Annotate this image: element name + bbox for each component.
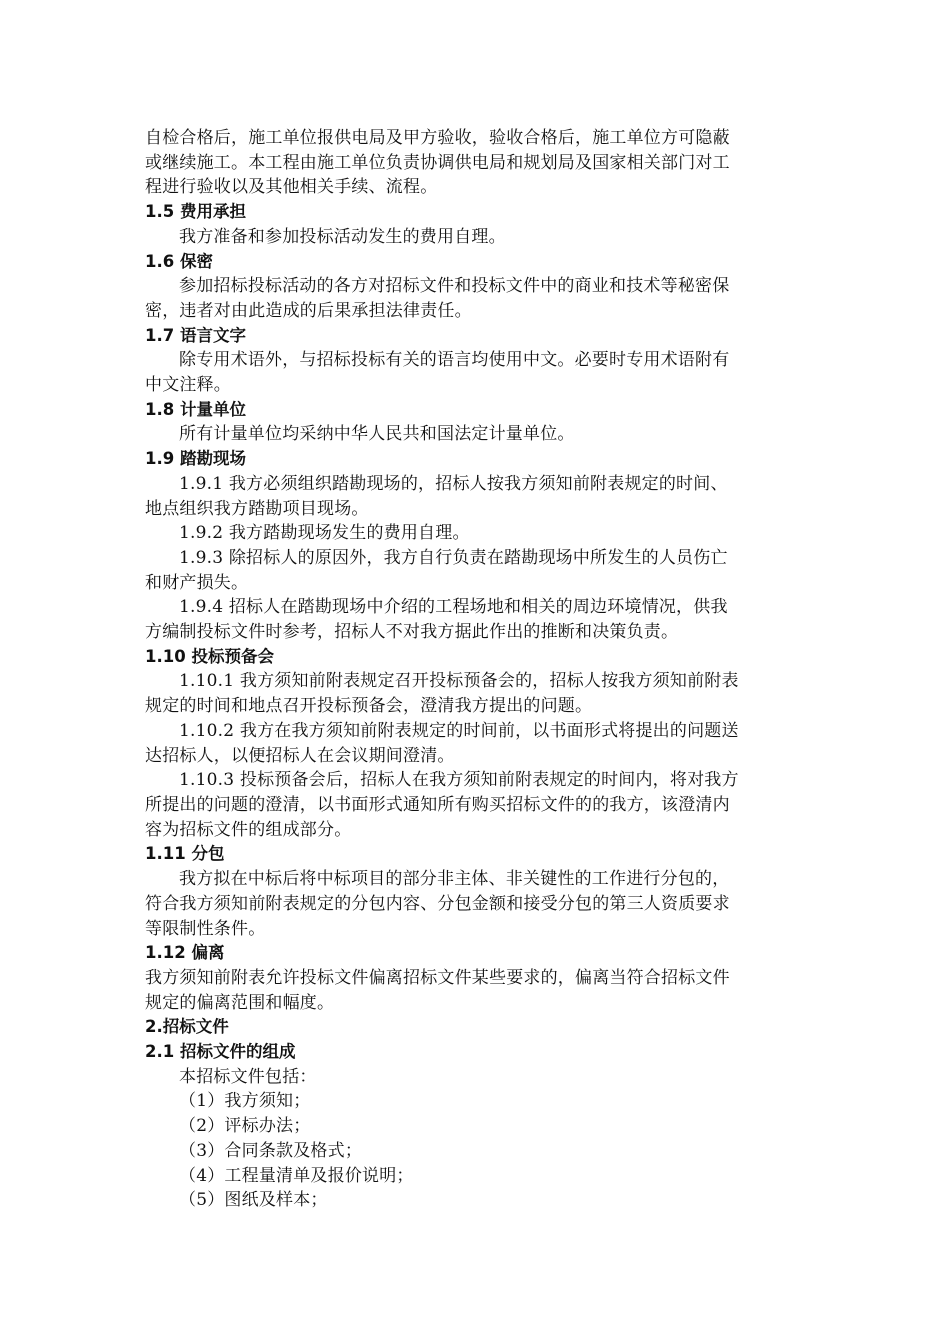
document-body: [145, 126, 810, 1213]
section-heading: 1.12 偏离: [145, 943, 225, 963]
list-item: （1）我方须知；: [179, 1091, 311, 1112]
section-heading: 1.10 投标预备会: [145, 646, 274, 666]
text-line: 容为招标文件的组成部分。: [145, 819, 352, 840]
text-line: 规定的偏离范围和幅度。: [145, 992, 335, 1013]
text-line: 和财产损失。: [145, 572, 249, 593]
text-line: 方编制投标文件时参考，招标人不对我方据此作出的推断和决策负责。: [145, 622, 679, 643]
text-line: 1.9.4 招标人在踏勘现场中介绍的工程场地和相关的周边环境情况，供我: [179, 597, 728, 618]
intro-paragraph: [145, 126, 810, 200]
text-line: 1.10.1 我方须知前附表规定召开投标预备会的，招标人按我方须知前附表: [179, 671, 739, 692]
text-line: 所有计量单位均采纳中华人民共和国法定计量单位。: [179, 424, 575, 445]
text-line: 1.9.1 我方必须组织踏勘现场的，招标人按我方须知前附表规定的时间、: [179, 473, 728, 494]
text-line: 等限制性条件。: [145, 918, 266, 939]
text-line: 本招标文件包括：: [179, 1066, 317, 1087]
section-1-12: [145, 941, 810, 1015]
text-line: 1.9.2 我方踏勘现场发生的费用自理。: [179, 523, 470, 544]
text-line: 或继续施工。本工程由施工单位负责协调供电局和规划局及国家相关部门对工: [145, 152, 730, 173]
list-item: （3）合同条款及格式；: [179, 1140, 363, 1161]
text-line: 密，违者对由此造成的后果承担法律责任。: [145, 300, 472, 321]
section-1-10: [145, 645, 810, 843]
text-line: 符合我方须知前附表规定的分包内容、分包金额和接受分包的第三人资质要求: [145, 893, 730, 914]
section-1-11: [145, 842, 810, 941]
section-1-8: [145, 398, 810, 447]
section-1-7: [145, 324, 810, 398]
list-item: （5）图纸及样本；: [179, 1190, 328, 1211]
section-heading: 2.招标文件: [145, 1017, 229, 1037]
section-2: [145, 1015, 810, 1040]
section-heading: 1.7 语言文字: [145, 325, 246, 345]
section-1-5: [145, 200, 810, 249]
section-heading: 1.8 计量单位: [145, 399, 246, 419]
text-line: 中文注释。: [145, 375, 231, 396]
text-line: 自检合格后，施工单位报供电局及甲方验收，验收合格后，施工单位方可隐蔽: [145, 128, 730, 148]
text-line: 我方准备和参加投标活动发生的费用自理。: [179, 226, 506, 247]
list-item: （4）工程量清单及报价说明；: [179, 1165, 414, 1186]
text-line: 所提出的问题的澄清，以书面形式通知所有购买招标文件的的我方，该澄清内: [145, 794, 730, 815]
text-line: 我方须知前附表允许投标文件偏离招标文件某些要求的，偏离当符合招标文件: [145, 967, 730, 988]
section-heading: 2.1 招标文件的组成: [145, 1042, 296, 1062]
text-line: 1.10.3 投标预备会后，招标人在我方须知前附表规定的时间内，将对我方: [179, 770, 739, 791]
text-line: 1.10.2 我方在我方须知前附表规定的时间前，以书面形式将提出的问题送: [179, 720, 739, 741]
text-line: 达招标人，以便招标人在会议期间澄清。: [145, 745, 455, 766]
text-line: 1.9.3 除招标人的原因外，我方自行负责在踏勘现场中所发生的人员伤亡: [179, 547, 728, 568]
text-line: 我方拟在中标后将中标项目的部分非主体、非关键性的工作进行分包的，: [179, 869, 730, 890]
section-heading: 1.6 保密: [145, 251, 213, 271]
section-heading: 1.11 分包: [145, 844, 225, 864]
text-line: 参加招标投标活动的各方对招标文件和投标文件中的商业和技术等秘密保: [179, 276, 730, 297]
section-1-6: [145, 250, 810, 324]
text-line: 除专用术语外，与招标投标有关的语言均使用中文。必要时专用术语附有: [179, 350, 730, 371]
text-line: 规定的时间和地点召开投标预备会，澄清我方提出的问题。: [145, 696, 593, 717]
section-heading: 1.5 费用承担: [145, 202, 246, 222]
section-2-1: [145, 1040, 810, 1213]
section-heading: 1.9 踏勘现场: [145, 449, 246, 469]
document-list: [145, 1089, 810, 1213]
text-line: 程进行验收以及其他相关手续、流程。: [145, 177, 438, 198]
text-line: 地点组织我方踏勘项目现场。: [145, 498, 369, 519]
section-1-9: [145, 447, 810, 645]
list-item: （2）评标办法；: [179, 1116, 311, 1137]
